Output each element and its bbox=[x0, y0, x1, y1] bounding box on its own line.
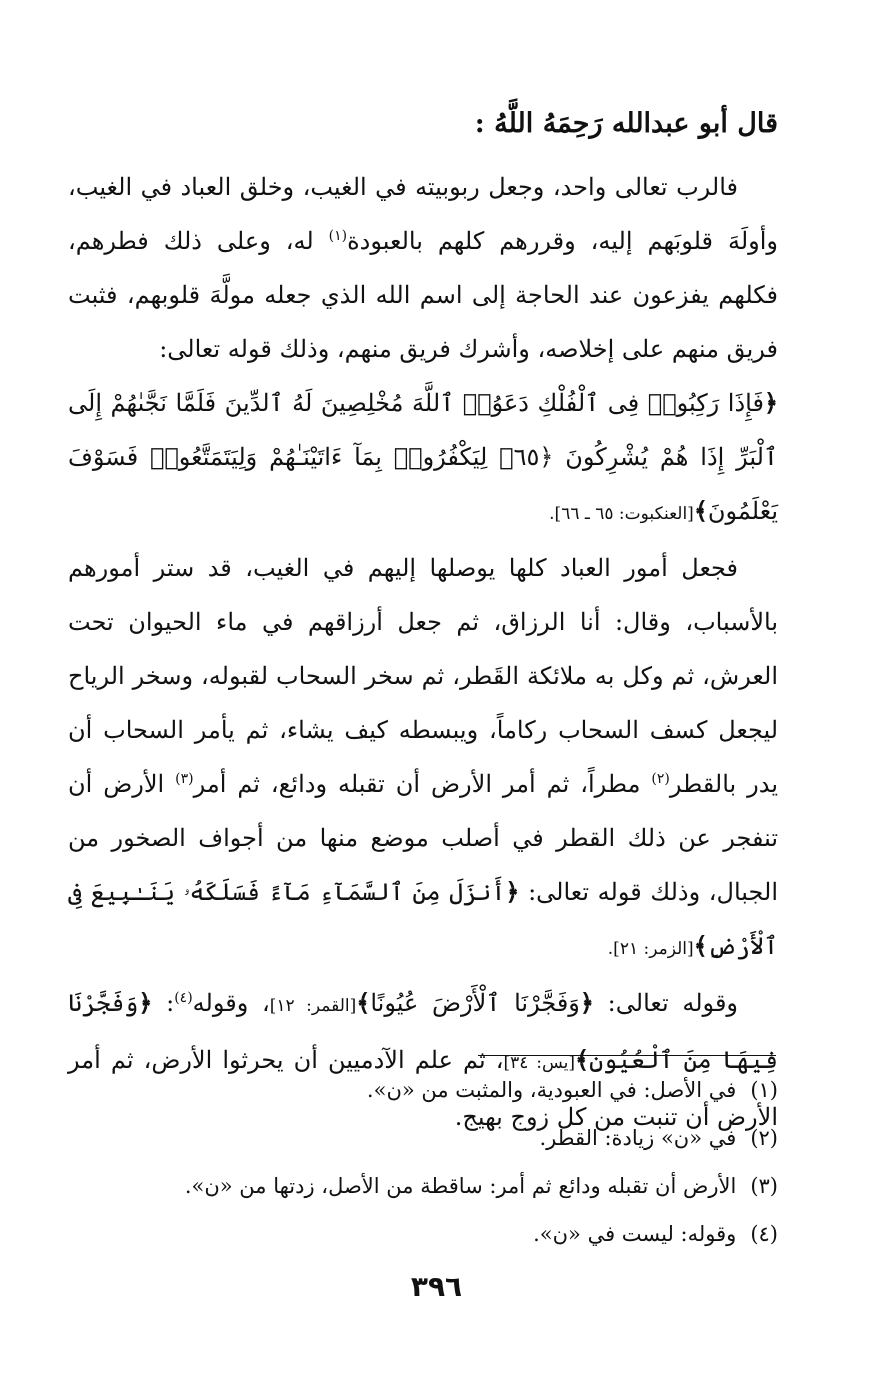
quran-verse: أَنزَلَ مِنَ ٱلسَّمَآءِ مَآءً فَسَلَكَهُۥ يَنَـٰبِيعَ فِى ٱلْأَرْضِ bbox=[68, 878, 778, 960]
main-text bbox=[68, 160, 778, 1144]
verse-reference: [القمر: ١٢] bbox=[269, 996, 357, 1016]
footnote-marker-1: (١) bbox=[328, 228, 348, 244]
footnote-divider bbox=[478, 1055, 776, 1056]
page-number: ٣٩٦ bbox=[410, 1270, 463, 1303]
paragraph-2: فجعل أمور العباد كلها يوصلها إليهم في الغيب، قد ستر أمورهم بالأسباب، وقال: أنا الرزاق، ثم جعل أرزاقهم في ماء الحيوان تحت العرش، ثم وكل به ملائكة القَطر، ثم سخر السحاب لقبوله، وسخر الرياح ليجعل كسف السحاب ركاماً، ويبسطه كيف يشاء، ثم يأمر السحاب أن يدر بالقطر$^{(٢)}$ مطراً، ثم أمر الأرض أن تقبله ودائع، ثم أمر$^{(٣)}$ الأرض أن تنفجر عن ذلك القطر في أصلب موضع منها من أجواف الصخور من الجبال، وذلك قوله تعالى: ﴿أَنزَلَ مِنَ ٱلسَّمَآءِ مَآءً فَسَلَكَهُۥ يَنَـٰبِيعَ فِى ٱلْأَرْضِ﴾[الزمر: ٢١]. bbox=[68, 554, 779, 960]
footnote-4: (٤)وقوله: ليست في «ن». bbox=[533, 1222, 778, 1246]
footnotes bbox=[68, 1066, 778, 1258]
section-heading: قال أبو عبدالله رَحِمَهُ اللَّهُ : bbox=[474, 108, 778, 139]
quran-quote-ankabut: ﴿فَإِذَا رَكِبُوا۟ فِى ٱلْفُلْكِ دَعَوُا۟ ٱللَّهَ مُخْلِصِينَ لَهُ ٱلدِّينَ فَلَمَّا نَجَّىٰهُمْ إِلَى ٱلْبَرِّ إِذَا هُمْ يُشْرِكُونَ ﴿٦٥﴾ لِيَكْفُرُوا۟ بِمَآ ءَاتَيْنَـٰهُمْ وَلِيَتَمَتَّعُوا۟ فَسَوْفَ يَعْلَمُونَ﴾[العنكبوت: ٦٥ ـ ٦٦]. bbox=[68, 388, 778, 525]
verse-reference: [العنكبوت: ٦٥ ـ ٦٦]. bbox=[549, 504, 694, 524]
quran-verse: وَفَجَّرْنَا ٱلْأَرْضَ عُيُونًا bbox=[370, 989, 580, 1017]
paragraph-1: فالرب تعالى واحد، وجعل ربوبيته في الغيب، وخلق العباد في الغيب، وأولَهَ قلوبَهم إليه، وقررهم كلهم بالعبودة$^{(١)}$ له، وعلى ذلك فطرهم، فكلهم يفزعون عند الحاجة إلى اسم الله الذي جعله مولَّهَ قلوبهم، فثبت فريق منهم على إخلاصه، وأشرك فريق منهم، وذلك قوله تعالى: bbox=[68, 173, 778, 363]
footnote-1: (١)في الأصل: في العبودية، والمثبت من «ن». bbox=[366, 1078, 778, 1102]
footnote-3: (٣)الأرض أن تقبله ودائع ثم أمر: ساقطة من الأصل، زدتها من «ن». bbox=[184, 1174, 778, 1198]
verse-reference: [يس: ٣٤] bbox=[503, 1053, 576, 1073]
quran-verse: فَإِذَا رَكِبُوا۟ فِى ٱلْفُلْكِ دَعَوُا۟ ٱللَّهَ مُخْلِصِينَ لَهُ ٱلدِّينَ فَلَمَّا نَجَّىٰهُمْ إِلَى ٱلْبَرِّ إِذَا هُمْ يُشْرِكُونَ ﴿٦٥﴾ لِيَكْفُرُوا۟ بِمَآ ءَاتَيْنَـٰهُمْ وَلِيَتَمَتَّعُوا۟ فَسَوْفَ يَعْلَمُونَ bbox=[68, 389, 778, 525]
footnote-marker-2: (٢) bbox=[651, 771, 670, 787]
paragraph-3: وقوله تعالى: ﴿وَفَجَّرْنَا ٱلْأَرْضَ عُيُونًا﴾[القمر: ١٢]، وقوله$^{(٤)}$: ﴿وَفَجَّرْنَا فِيهَا مِنَ ٱلْعُيُونِ﴾[يس: ٣٤]، ثم علم الآدميين أن يحرثوا الأرض، ثم أمر الأرض أن تنبت من كل زوج بهيج. bbox=[68, 988, 778, 1131]
footnote-marker-4: (٤) bbox=[174, 990, 193, 1006]
footnote-marker-3: (٣) bbox=[175, 771, 194, 787]
verse-reference: [الزمر: ٢١]. bbox=[607, 939, 694, 959]
quran-verse: وَفَجَّرْنَا فِيهَا مِنَ ٱلْعُيُونِ bbox=[68, 989, 778, 1074]
footnote-2: (٢)في «ن» زيادة: القطر. bbox=[539, 1126, 778, 1150]
